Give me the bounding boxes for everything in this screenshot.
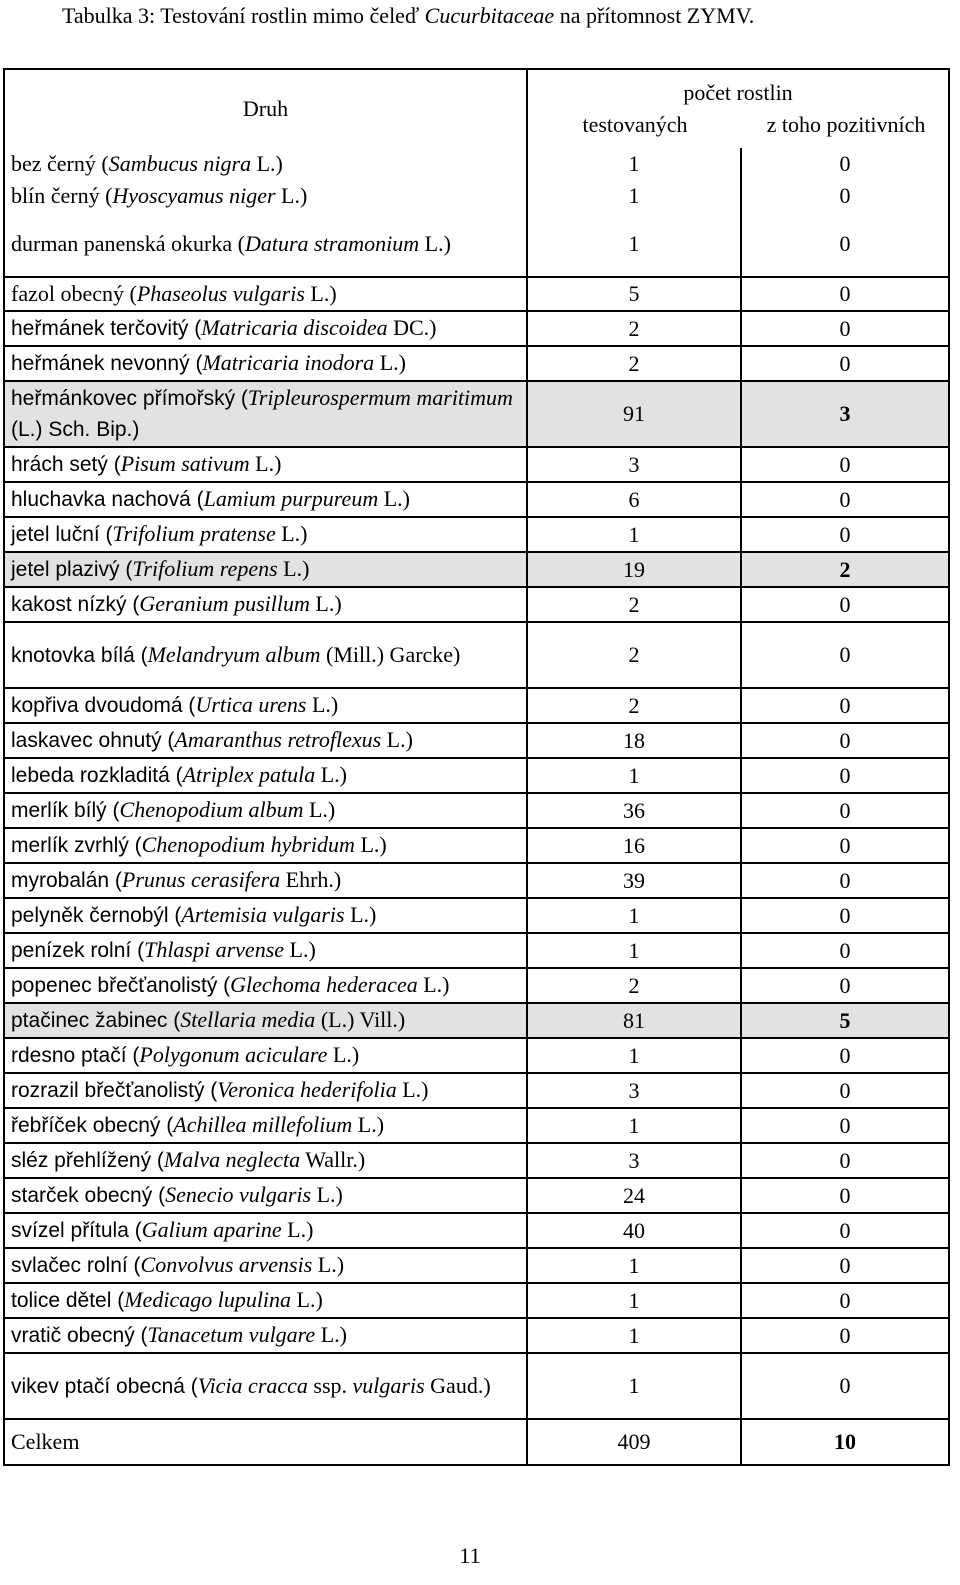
table-row [4,482,949,517]
positive-count: 0 [741,1248,949,1283]
tested-count: 81 [527,1003,741,1038]
tested-count: 5 [527,277,741,311]
positive-count: 0 [741,1283,949,1318]
table-row [4,1073,949,1108]
species-name-text: vratič obecný ( [11,1324,148,1347]
total-label: Celkem [4,1419,527,1465]
table-row [4,1178,949,1213]
species-latin-name: Artemisia vulgaris [181,902,345,927]
species-name-text: heřmánkovec přímořský ( [11,387,248,410]
species-name-cell [4,277,527,311]
species-name-text: Gaud.) [424,1372,491,1398]
species-name-text: L.) [352,1112,385,1137]
species-name-text: rdesno ptačí ( [11,1044,140,1067]
tested-count: 1 [527,1038,741,1073]
species-name-text: L.) [315,1322,347,1347]
species-latin-name: Convolvus arvensis [140,1252,313,1277]
species-name-text: jetel luční ( [11,523,113,546]
species-name-text: tolice dětel ( [11,1289,125,1312]
tested-count: 36 [527,793,741,828]
table-row [4,587,949,622]
species-name-text: sléz přehlížený ( [11,1149,164,1172]
table-row [4,1003,949,1038]
species-name-text: L.) [309,591,342,616]
positive-count: 0 [741,1213,949,1248]
species-name-text: L.) [327,1042,360,1067]
species-name-cell [4,758,527,793]
header-count-group [527,69,949,148]
species-name-text: rozrazil břečťanolistý ( [11,1079,218,1102]
species-latin-name: Atriplex patula [182,762,316,787]
species-name-text: L.) [275,183,308,208]
table-row [4,381,949,447]
tested-count: 1 [527,758,741,793]
table-row [4,1213,949,1248]
species-name-text: hluchavka nachová ( [11,488,204,511]
tested-count: 1 [527,517,741,552]
species-name-text: heřmánek nevonný ( [11,352,203,375]
species-name-text: L.) [303,797,336,822]
species-name-cell [4,793,527,828]
species-name-text: bez černý ( [11,151,109,176]
positive-count: 0 [741,1143,949,1178]
total-row [4,1419,949,1465]
header-positive: z toho pozitivních [766,112,926,137]
header-row [4,69,949,148]
species-name-text: L.) [291,1287,323,1312]
table-row [4,828,949,863]
species-name-cell [4,346,527,381]
positive-count: 0 [741,587,949,622]
species-name-text: L.) [381,727,413,752]
tested-count: 18 [527,723,741,758]
species-name-text: svízel přítula ( [11,1219,142,1242]
species-name-text: L.) [304,281,337,306]
tested-count: 39 [527,863,741,898]
species-name-text: myrobalán ( [11,869,122,892]
table-row [4,723,949,758]
species-name-text: lebeda rozkladitá ( [11,764,183,787]
species-latin-name: Geranium pusillum [139,591,310,616]
species-latin-name: Datura stramonium [244,231,420,256]
species-name-text: fazol obecný ( [11,281,137,306]
species-name-text: L.) [277,556,310,581]
species-name-text: kakost nízký ( [11,593,140,616]
table-row [4,212,949,277]
species-name-text: L.) [306,692,339,717]
species-name-cell [4,447,527,482]
species-name-cell [4,148,527,180]
header-species [4,69,527,148]
positive-count: 0 [741,346,949,381]
positive-count: 0 [741,1073,949,1108]
header-species-label: Druh [242,96,289,121]
species-table [3,68,950,1466]
positive-count: 0 [741,517,949,552]
species-name-text: L.) [344,902,377,927]
species-latin-name: Matricaria discoidea [201,315,388,340]
species-latin-name: Malva neglecta [163,1147,301,1172]
species-name-text: L.) [396,1077,429,1102]
tested-count: 2 [527,346,741,381]
species-latin-name: Sambucus nigra [108,151,252,176]
table-row [4,180,949,212]
species-latin-name: vulgaris [352,1372,425,1398]
tested-count: 6 [527,482,741,517]
table-row [4,1143,949,1178]
table-row [4,346,949,381]
table-row [4,1108,949,1143]
species-name-text: laskavec ohnutý ( [11,729,175,752]
species-latin-name: Medicago lupulina [124,1287,292,1312]
species-name-text: ssp. [307,1372,353,1398]
species-latin-name: Melandryum album [147,641,321,667]
species-name-cell [4,1353,527,1419]
total-positive: 10 [741,1419,949,1465]
species-name-text: L.) [281,1217,314,1242]
positive-count: 0 [741,212,949,277]
species-name-cell [4,1143,527,1178]
species-name-text: svlačec rolní ( [11,1254,141,1277]
tested-count: 19 [527,552,741,587]
positive-count: 0 [741,723,949,758]
page-number: 11 [459,1543,481,1568]
table-row [4,688,949,723]
species-name-text: kopřiva dvoudomá ( [11,694,196,717]
species-latin-name: Lamium purpureum [203,486,379,511]
species-name-cell [4,968,527,1003]
species-name-cell [4,1038,527,1073]
tested-count: 2 [527,587,741,622]
header-count-label: počet rostlin [683,80,793,105]
species-name-cell [4,688,527,723]
species-latin-name: Tanacetum vulgare [147,1322,316,1347]
species-name-text: L.) [315,762,347,787]
species-latin-name: Amaranthus retroflexus [174,727,382,752]
species-latin-name: Prunus cerasifera [121,867,281,892]
species-name-text: L.) [417,972,450,997]
species-name-text: (Mill.) Garcke) [320,641,461,667]
species-name-cell [4,180,527,212]
positive-count: 0 [741,933,949,968]
species-name-text: řebříček obecný ( [11,1114,174,1137]
species-name-cell [4,1108,527,1143]
table-row [4,1248,949,1283]
caption-family: Cucurbitaceae [424,3,555,28]
species-name-text: Ehrh.) [280,867,342,892]
species-name-text: L.) [419,231,451,256]
positive-count: 0 [741,148,949,180]
species-name-cell [4,723,527,758]
species-name-text: ptačinec žabinec ( [11,1009,181,1032]
table-row [4,968,949,1003]
species-name-text: pelyněk černobýl ( [11,904,182,927]
species-name-cell [4,212,527,277]
species-name-cell [4,828,527,863]
species-name-cell [4,1178,527,1213]
species-name-text: popenec břečťanolistý ( [11,974,231,997]
species-latin-name: Veronica hederifolia [217,1077,397,1102]
table-row [4,148,949,180]
tested-count: 1 [527,148,741,180]
table-row [4,758,949,793]
caption-suffix: na přítomnost ZYMV. [554,3,755,28]
positive-count: 0 [741,1353,949,1419]
table-caption [62,2,754,30]
species-latin-name: Trifolium repens [132,556,278,581]
caption-prefix: Tabulka 3: Testování rostlin mimo čeleď [62,3,425,28]
species-name-text: knotovka bílá ( [11,643,148,667]
tested-count: 1 [527,212,741,277]
positive-count: 3 [741,381,949,447]
species-name-text: L.) [312,1252,345,1277]
tested-count: 3 [527,1143,741,1178]
species-name-text: L.) [251,151,283,176]
species-name-text: starček obecný ( [11,1184,166,1207]
species-name-cell [4,1213,527,1248]
table-row [4,1038,949,1073]
table-row [4,517,949,552]
positive-count: 0 [741,863,949,898]
species-name-text: merlík zvrhlý ( [11,834,142,857]
species-latin-name: Galium aparine [141,1217,282,1242]
species-latin-name: Chenopodium hybridum [141,832,355,857]
species-latin-name: Senecio vulgaris [165,1182,312,1207]
species-latin-name: Urtica urens [195,692,307,717]
positive-count: 0 [741,793,949,828]
table-row [4,1353,949,1419]
tested-count: 1 [527,180,741,212]
species-name-cell [4,517,527,552]
table-row [4,863,949,898]
species-name-text: penízek rolní ( [11,939,145,962]
tested-count: 1 [527,1248,741,1283]
positive-count: 0 [741,828,949,863]
table-row [4,277,949,311]
species-name-text: Wallr.) [300,1147,366,1172]
table-row [4,622,949,688]
species-latin-name: Trifolium pratense [112,521,276,546]
table-row [4,933,949,968]
tested-count: 1 [527,1353,741,1419]
species-latin-name: Glechoma hederacea [230,972,418,997]
species-name-text: L.) [249,451,282,476]
tested-count: 24 [527,1178,741,1213]
positive-count: 0 [741,180,949,212]
species-latin-name: Stellaria media [180,1007,316,1032]
species-name-cell [4,1318,527,1353]
positive-count: 0 [741,968,949,1003]
positive-count: 5 [741,1003,949,1038]
species-name-cell [4,587,527,622]
table-row [4,793,949,828]
species-name-text: L.) [311,1182,343,1207]
species-name-text: DC.) [387,315,437,340]
species-name-text: (L.) Vill.) [315,1007,406,1032]
tested-count: 3 [527,447,741,482]
species-latin-name: Tripleurospermum maritimum [247,385,513,410]
species-name-cell [4,1003,527,1038]
positive-count: 0 [741,1178,949,1213]
species-name-text: L.) [354,832,387,857]
species-name-text: L.) [374,350,406,375]
positive-count: 0 [741,1038,949,1073]
tested-count: 2 [527,688,741,723]
positive-count: 0 [741,758,949,793]
positive-count: 0 [741,447,949,482]
total-tested: 409 [527,1419,741,1465]
positive-count: 0 [741,622,949,688]
tested-count: 2 [527,311,741,346]
tested-count: 1 [527,933,741,968]
species-name-cell [4,863,527,898]
species-name-text: L.) [275,521,308,546]
species-latin-name: Vicia cracca [197,1372,308,1398]
positive-count: 2 [741,552,949,587]
species-latin-name: Phaseolus vulgaris [136,281,305,306]
species-latin-name: Polygonum aciculare [139,1042,328,1067]
tested-count: 3 [527,1073,741,1108]
species-name-cell [4,898,527,933]
species-name-text: vikev ptačí obecná ( [11,1374,198,1398]
table-row [4,1318,949,1353]
species-name-text: L.) [284,937,316,962]
species-name-cell [4,482,527,517]
species-name-text: (L.) Sch. Bip.) [11,418,140,441]
table-row [4,447,949,482]
positive-count: 0 [741,1108,949,1143]
species-name-cell [4,1283,527,1318]
tested-count: 2 [527,622,741,688]
species-latin-name: Achillea millefolium [173,1112,353,1137]
table-row [4,552,949,587]
species-name-cell [4,552,527,587]
positive-count: 0 [741,688,949,723]
species-name-cell [4,1073,527,1108]
tested-count: 91 [527,381,741,447]
species-latin-name: Matricaria inodora [202,350,375,375]
positive-count: 0 [741,482,949,517]
positive-count: 0 [741,311,949,346]
species-name-text: merlík bílý ( [11,799,120,822]
tested-count: 40 [527,1213,741,1248]
positive-count: 0 [741,277,949,311]
species-name-text: durman panenská okurka ( [11,231,245,256]
tested-count: 1 [527,898,741,933]
species-name-cell [4,311,527,346]
tested-count: 1 [527,1318,741,1353]
species-name-text: heřmánek terčovitý ( [11,317,202,340]
species-name-text: hrách setý ( [11,453,121,476]
table-row [4,311,949,346]
species-name-text: L.) [378,486,410,511]
species-name-cell [4,933,527,968]
species-name-text: jetel plazivý ( [11,558,133,581]
table-row [4,1283,949,1318]
table-row [4,898,949,933]
header-tested: testovaných [582,112,688,137]
positive-count: 0 [741,898,949,933]
tested-count: 1 [527,1283,741,1318]
species-name-text: blín černý ( [11,183,113,208]
species-name-cell [4,1248,527,1283]
species-name-cell [4,622,527,688]
species-name-cell [4,381,527,447]
species-latin-name: Hyoscyamus niger [112,183,276,208]
species-latin-name: Pisum sativum [120,451,250,476]
species-latin-name: Chenopodium album [119,797,304,822]
positive-count: 0 [741,1318,949,1353]
tested-count: 16 [527,828,741,863]
tested-count: 2 [527,968,741,1003]
species-latin-name: Thlaspi arvense [144,937,285,962]
tested-count: 1 [527,1108,741,1143]
